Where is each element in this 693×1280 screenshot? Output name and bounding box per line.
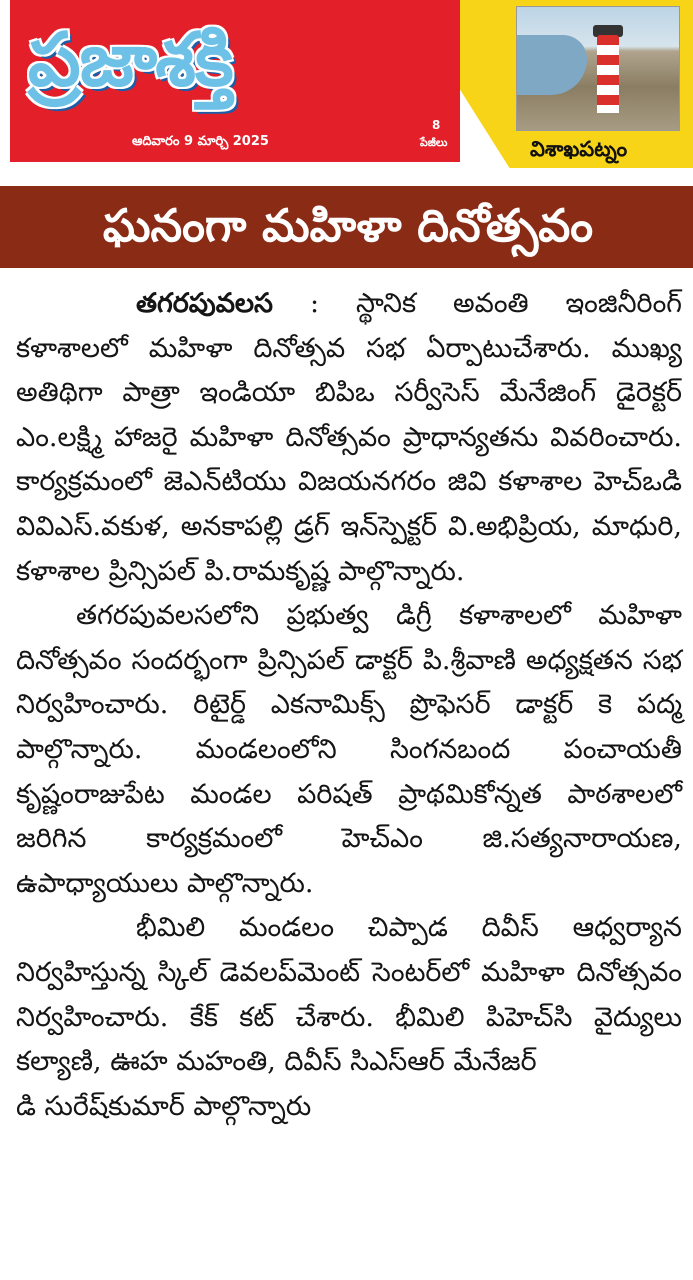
article-paragraph-1: [16, 282, 682, 594]
article-place: తగరపువలస: [136, 288, 273, 319]
issue-date: ఆదివారం 9 మార్చి 2025: [132, 134, 269, 149]
masthead: [0, 0, 693, 168]
article-paragraph-4: డి సురేష్‌కుమార్ పాల్గొన్నారు: [16, 1090, 312, 1122]
lighthouse-tower: [597, 35, 619, 113]
headline: ఘనంగా మహిళా దినోత్సవం: [102, 199, 594, 252]
article-body: [16, 282, 682, 1129]
article-paragraph-1-text: : స్థానిక అవంతి ఇంజినీరింగ్ కళాశాలలో మహిళా దినోత్సవ సభ ఏర్పాటుచేశారు. ముఖ్య అతిథిగా పాత్రా ఇండియా బిపిఒ సర్వీసెస్ మేనేజింగ్ డైరెక్టర్ ఎం.లక్ష్మి హాజరై మహిళా దినోత్సవం ప్రాధాన్యతను వివరించారు. కార్యక్రమంలో జెఎన్‌టియు విజయనగరం జివి కళాశాల హెచ్‌ఒడి వివిఎస్.వకుళ, అనకాపల్లి డ్రగ్ ఇన్‌స్పెక్టర్ వి.అభిప్రియ, మాధురి, కళాశాల ప్రిన్సిపల్ పి.రామకృష్ణ పాల్గొన్నారు.: [16, 288, 682, 587]
newspaper-logo: ప్రజాశక్తి: [28, 17, 233, 103]
article-paragraph-2: తగరపువలసలోని ప్రభుత్వ డిగ్రీ కళాశాలలో మహిళా దినోత్సవం సందర్భంగా ప్రిన్సిపల్ డాక్టర్ పి.శ్రీవాణి అధ్యక్షతన సభ నిర్వహించారు. రిటైర్డ్ ఎకనామిక్స్ ప్రొఫెసర్ డాక్టర్ కె పద్మ పాల్గొన్నారు. మండలంలోని సింగనబంద పంచాయతీ కృష్ణంరాజుపేట మండల పరిషత్ ప్రాథమికోన్నత పాఠశాలలో జరిగిన కార్యక్రమంలో హెచ్‌ఎం జి.సత్యనారాయణ, ఉపాధ్యాయులు పాల్గొన్నారు.: [16, 600, 682, 899]
article-paragraph-3: భీమిలి మండలం చిప్పాడ దివీస్ ఆధ్వర్యాన నిర్వహిస్తున్న స్కిల్ డెవలప్‌మెంట్ సెంటర్‌లో మహిళా దినోత్సవం నిర్వహించారు. కేక్ కట్ చేశారు. భీమిలి పిహెచ్‌సి వైద్యులు కల్యాణి, ఊహ మహంతి, దివీస్ సిఎస్ఆర్ మేనేజర్: [16, 912, 682, 1078]
lighthouse-photo: [516, 6, 680, 131]
pages-count: 8: [432, 118, 441, 132]
edition-name: విశాఖపట్నం: [530, 137, 628, 161]
pages-label: పేజీలు: [420, 136, 448, 149]
sea-shape: [517, 35, 587, 95]
